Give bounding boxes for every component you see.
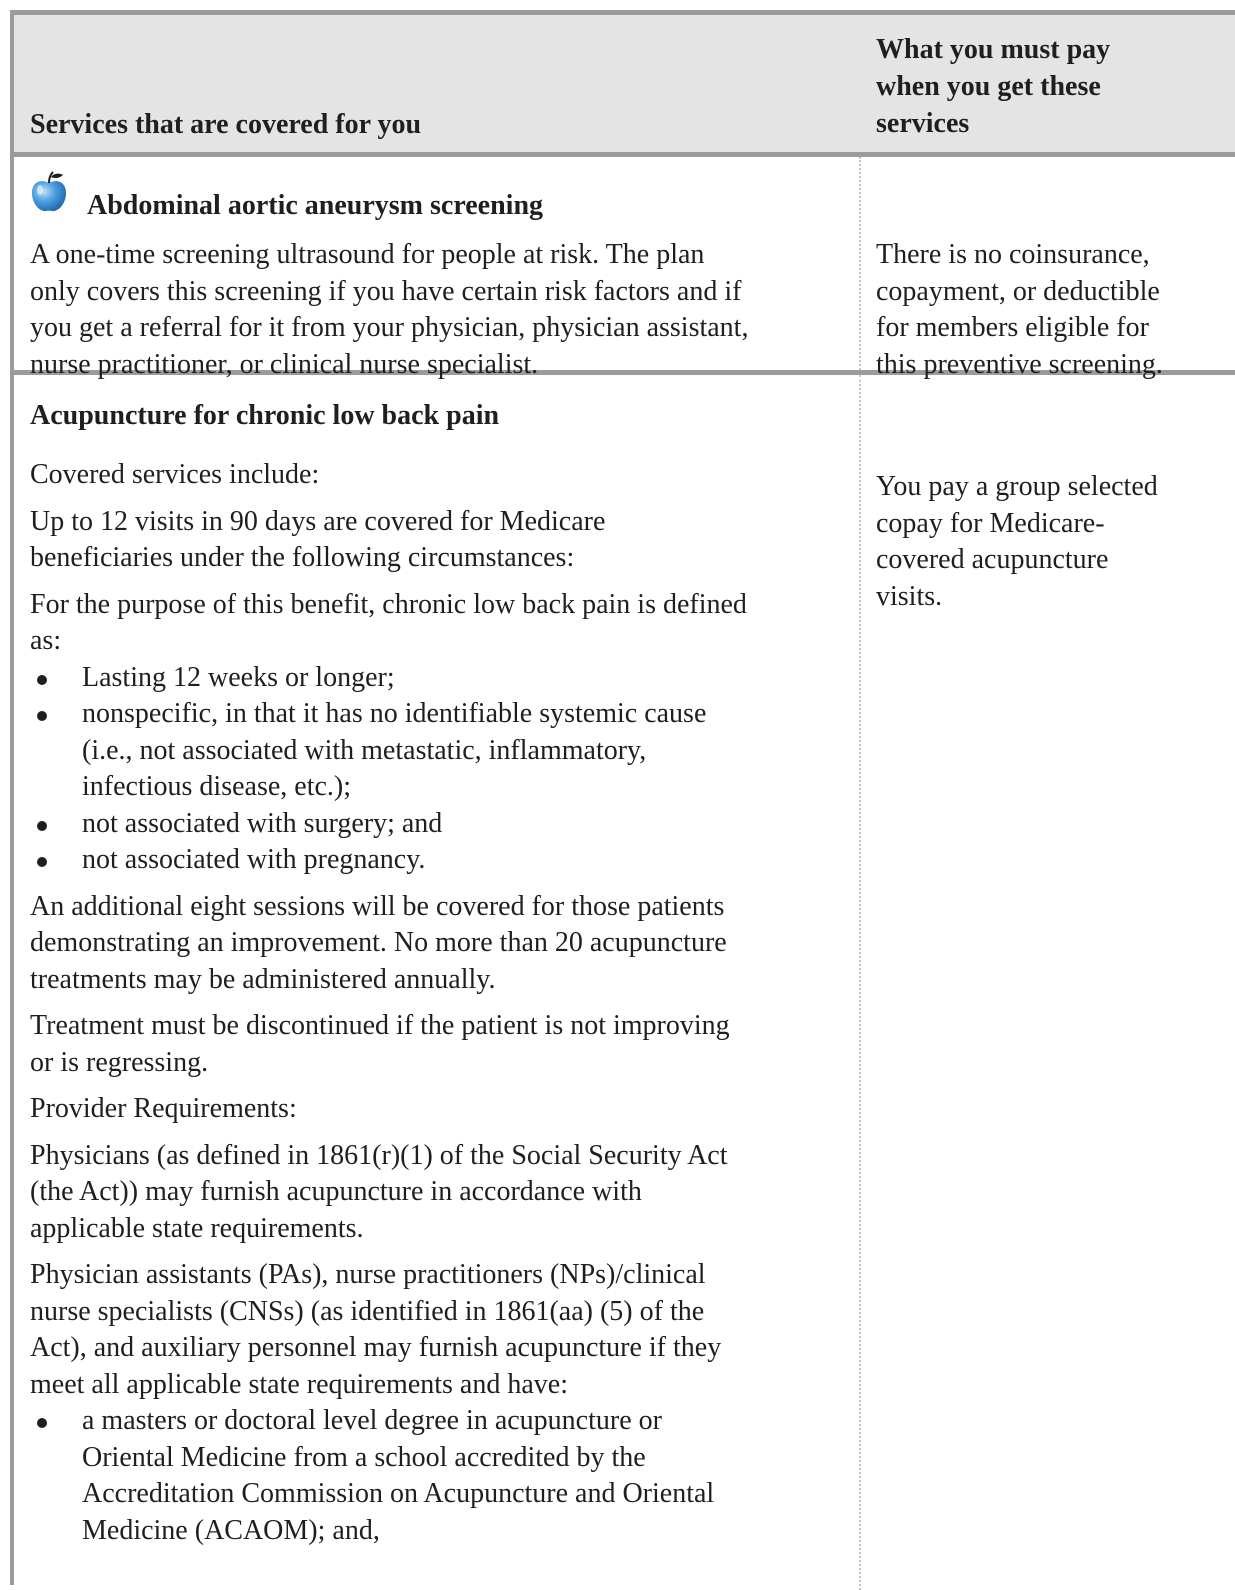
text-line: copay for Medicare-: [876, 507, 1105, 539]
bullet-icon: [37, 675, 47, 685]
table-header: [14, 15, 1235, 157]
service-title: Abdominal aortic aneurysm screening: [87, 190, 544, 221]
list-item: [30, 660, 850, 697]
text-line: You pay a group selected: [876, 471, 1158, 502]
text-line: not associated with surgery; and: [82, 807, 443, 839]
cost-description: [876, 237, 1221, 383]
text-paragraph: [30, 587, 850, 660]
bullet-icon: [37, 1418, 47, 1428]
text-line: Lasting 12 weeks or longer;: [82, 661, 395, 693]
bullet-icon: [37, 857, 47, 867]
text-line: as:: [30, 625, 62, 656]
text-paragraph: [30, 1138, 850, 1248]
header-services-covered: Services that are covered for you: [30, 109, 422, 140]
text-line: An additional eight sessions will be covered for those patients: [30, 890, 725, 922]
header-line: services: [876, 108, 970, 139]
text-line: demonstrating an improvement. No more than 20 acupuncture: [30, 927, 727, 958]
text-line: Up to 12 visits in 90 days are covered for Medicare: [30, 505, 606, 537]
text-line: Accreditation Commission on Acupuncture and Oriental: [82, 1478, 715, 1509]
column-divider: [859, 375, 862, 1590]
text-line: only covers this screening if you have certain risk factors and if: [30, 275, 742, 307]
text-line: Medicine (ACAOM); and,: [82, 1514, 380, 1546]
service-description: [30, 237, 850, 383]
text-line: Physician assistants (PAs), nurse practitioners (NPs)/clinical: [30, 1259, 706, 1290]
list-item: [30, 696, 850, 806]
list-item: [30, 806, 850, 843]
text-line: There is no coinsurance,: [876, 239, 1150, 270]
text-line: infectious disease, etc.);: [82, 771, 352, 802]
table-row-abdominal-aortic-aneurysm: [14, 157, 1235, 380]
text-line: (i.e., not associated with metastatic, inflammatory,: [82, 734, 647, 766]
list-item: [30, 1403, 850, 1549]
text-paragraph: [30, 504, 850, 577]
service-title: Acupuncture for chronic low back pain: [30, 400, 500, 431]
text-line: beneficiaries under the following circumstances:: [30, 542, 575, 573]
text-line: applicable state requirements.: [30, 1212, 364, 1244]
apple-icon: [30, 171, 68, 213]
text-line: visits.: [876, 580, 943, 612]
text-line: copayment, or deductible: [876, 275, 1160, 307]
text-line: you get a referral for it from your physician, physician assistant,: [30, 312, 749, 343]
bullet-list: [30, 660, 850, 879]
text-line: meet all applicable state requirements and have:: [30, 1368, 568, 1400]
text-line: Treatment must be discontinued if the patient is not improving: [30, 1010, 730, 1041]
text-line: this preventive screening.: [876, 348, 1163, 380]
text-paragraph: [30, 889, 850, 999]
text-line: Oriental Medicine from a school accredited by the: [82, 1441, 646, 1473]
bullet-icon: [37, 821, 47, 831]
text-line: nurse specialists (CNSs) (as identified in 1861(aa) (5) of the: [30, 1295, 705, 1327]
text-line: (the Act)) may furnish acupuncture in accordance with: [30, 1176, 642, 1207]
header-what-you-pay: [876, 31, 1216, 142]
benefits-table: [10, 10, 1235, 1585]
text-line: not associated with pregnancy.: [82, 844, 426, 875]
text-line: or is regressing.: [30, 1046, 209, 1078]
text-line: For the purpose of this benefit, chronic low back pain is defined: [30, 588, 747, 620]
bullet-list: [30, 1403, 850, 1549]
bullet-icon: [37, 711, 47, 721]
text-paragraph: Provider Requirements:: [30, 1093, 297, 1124]
text-line: for members eligible for: [876, 312, 1149, 343]
cost-description: [876, 469, 1221, 615]
text-line: a masters or doctoral level degree in acupuncture or: [82, 1405, 662, 1436]
header-line: What you must pay: [876, 34, 1111, 65]
service-description: [30, 457, 850, 1549]
text-line: A one-time screening ultrasound for people at risk. The plan: [30, 239, 705, 270]
text-line: Act), and auxiliary personnel may furnish acupuncture if they: [30, 1332, 722, 1363]
text-line: Physicians (as defined in 1861(r)(1) of the Social Security Act: [30, 1139, 728, 1171]
text-paragraph: [30, 1008, 850, 1081]
text-paragraph: Covered services include:: [30, 459, 320, 490]
text-line: covered acupuncture: [876, 544, 1109, 575]
list-item: [30, 842, 850, 879]
text-line: nonspecific, in that it has no identifiable systemic cause: [82, 698, 707, 729]
text-paragraph: [30, 1257, 850, 1403]
header-line: when you get these: [876, 71, 1101, 102]
text-line: nurse practitioner, or clinical nurse specialist.: [30, 348, 539, 380]
text-line: treatments may be administered annually.: [30, 963, 496, 995]
table-row-acupuncture: [14, 375, 1235, 1590]
